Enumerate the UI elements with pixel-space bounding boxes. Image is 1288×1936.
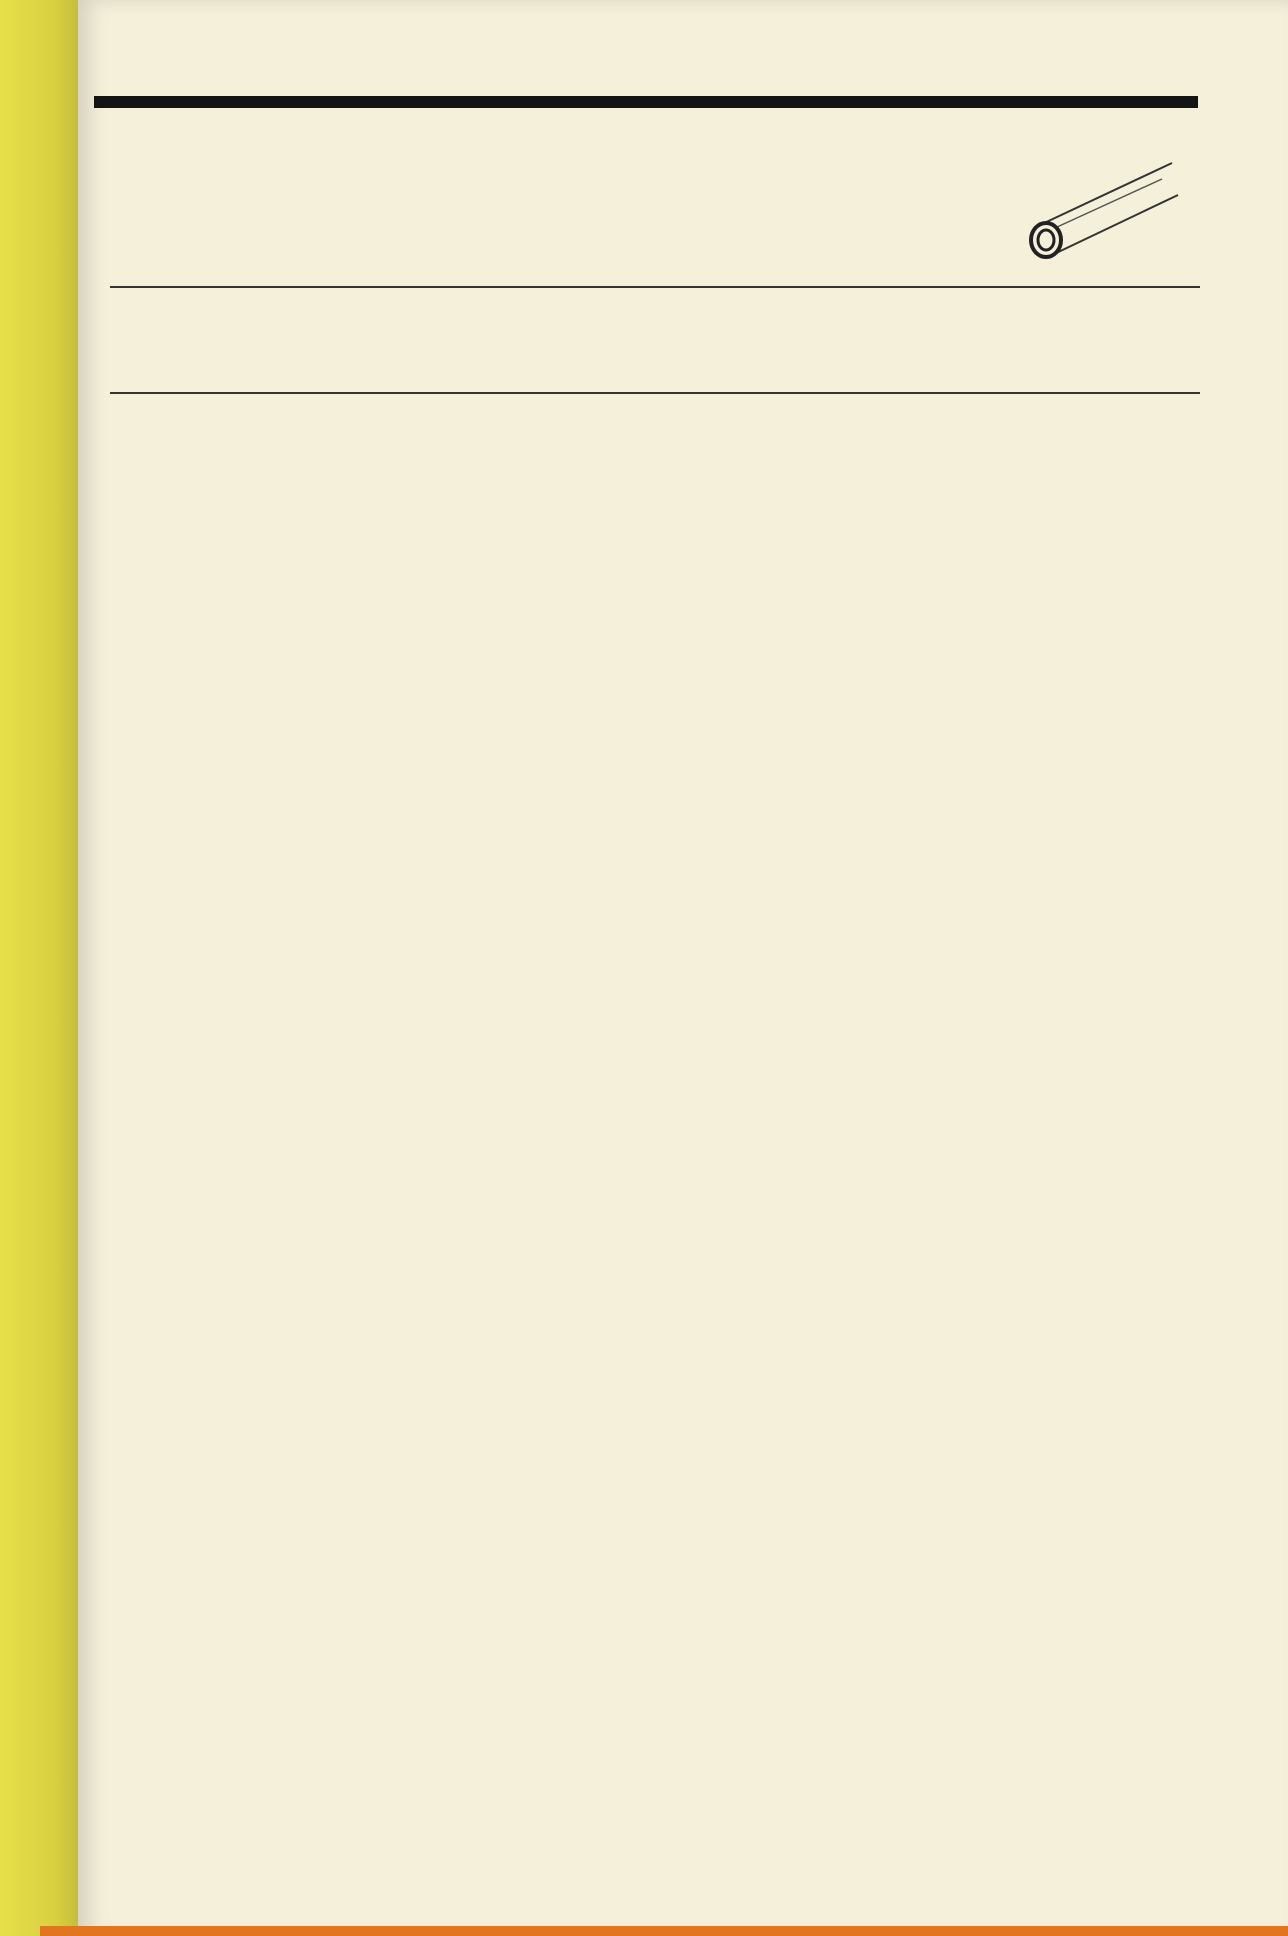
title-rule: [94, 96, 1198, 108]
pipe-illustration-icon: [1022, 155, 1182, 275]
page-edge-strip: [40, 1926, 1288, 1936]
header-bottom-rule: [110, 392, 1200, 394]
page: [78, 0, 1288, 1936]
header-top-rule: [110, 286, 1200, 288]
